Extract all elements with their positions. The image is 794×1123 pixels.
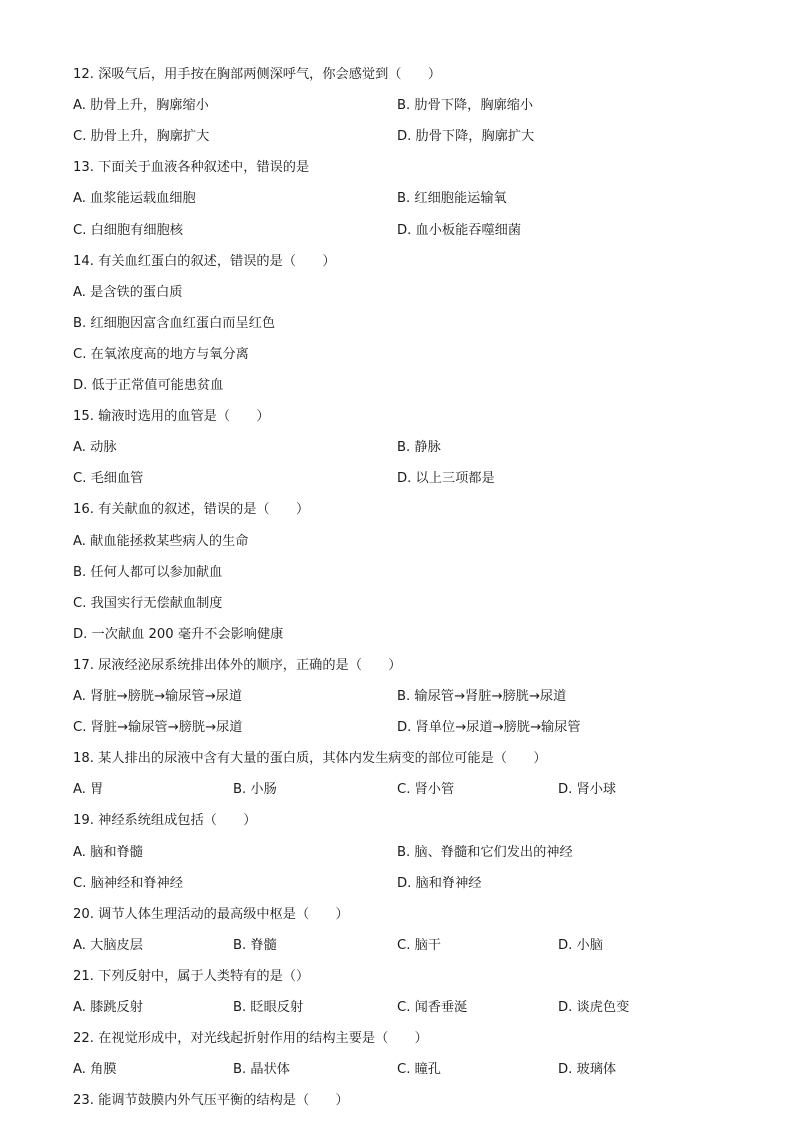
question-text: 21. 下列反射中，属于人类特有的是（）: [73, 968, 310, 984]
option-a: A. 血浆能运载血细胞: [73, 191, 196, 207]
question-text: 17. 尿液经泌尿系统排出体外的顺序，正确的是（ ）: [73, 657, 402, 673]
question-stem: [73, 1028, 753, 1050]
option-c: C. 在氧浓度高的地方与氧分离: [73, 346, 249, 362]
options-row: [73, 686, 753, 708]
question-stem: [73, 655, 753, 677]
option-c: C. 瞳孔: [397, 1062, 441, 1078]
option-c: C. 脑干: [397, 937, 441, 953]
option-c: C. 闻香垂涎: [397, 1000, 468, 1015]
option-d: D. 玻璃体: [558, 1062, 617, 1078]
option-a: A. 献血能拯救某些病人的生命: [73, 533, 249, 549]
question-stem: [73, 810, 753, 832]
option-a: A. 动脉: [73, 440, 117, 456]
option-d: D. 肾小球: [558, 782, 617, 798]
options-row: [73, 935, 753, 957]
option-b: B. 红细胞因富含血红蛋白而呈红色: [73, 315, 276, 331]
option-d: D. 血小板能吞噬细菌: [397, 222, 522, 238]
options-row: [73, 344, 753, 366]
question-text: 16. 有关献血的叙述，错误的是（ ）: [73, 502, 310, 518]
option-a: A. 肋骨上升，胸廓缩小: [73, 98, 209, 114]
option-a: A. 脑和脊髓: [73, 844, 143, 860]
option-b: B. 红细胞能运输氧: [397, 191, 507, 207]
question-stem: [73, 499, 753, 521]
question-stem: [73, 251, 753, 273]
options-row: [73, 531, 753, 553]
options-row: [73, 779, 753, 801]
option-b: B. 小肠: [233, 782, 277, 798]
option-a: A. 大脑皮层: [73, 937, 143, 953]
option-d: D. 以上三项都是: [397, 471, 495, 487]
option-b: B. 晶状体: [233, 1062, 290, 1078]
options-row: [73, 188, 753, 210]
option-a: A. 是含铁的蛋白质: [73, 284, 183, 300]
options-row: [73, 313, 753, 335]
option-d: D. 低于正常值可能患贫血: [73, 378, 224, 393]
question-stem: [73, 904, 753, 926]
question-stem: [73, 406, 753, 428]
option-b: B. 任何人都可以参加献血: [73, 564, 223, 580]
option-b: B. 脊髓: [233, 937, 277, 953]
option-c: C. 我国实行无偿献血制度: [73, 595, 223, 611]
option-d: D. 肾单位→尿道→膀胱→输尿管: [397, 720, 581, 736]
options-row: [73, 95, 753, 117]
option-a: A. 胃: [73, 782, 104, 798]
option-a: A. 肾脏→膀胱→输尿管→尿道: [73, 689, 243, 704]
option-d: D. 肋骨下降，胸廓扩大: [397, 129, 535, 145]
option-c: C. 肾脏→输尿管→膀胱→尿道: [73, 720, 243, 736]
question-text: 14. 有关血红蛋白的叙述，错误的是（ ）: [73, 253, 336, 269]
question-text: 20. 调节人体生理活动的最高级中枢是（ ）: [73, 906, 349, 922]
options-row: [73, 624, 753, 646]
question-text: 19. 神经系统组成包括（ ）: [73, 813, 257, 829]
options-row: [73, 437, 753, 459]
question-stem: [73, 64, 753, 86]
question-stem: [73, 1090, 753, 1112]
options-row: [73, 220, 753, 242]
options-row: [73, 375, 753, 397]
question-stem: [73, 966, 753, 988]
option-a: A. 角膜: [73, 1062, 117, 1078]
options-row: [73, 842, 753, 864]
options-row: [73, 717, 753, 739]
options-row: [73, 126, 753, 148]
option-c: C. 白细胞有细胞核: [73, 222, 183, 238]
options-row: [73, 282, 753, 304]
option-c: C. 肋骨上升，胸廓扩大: [73, 129, 210, 145]
question-text: 15. 输液时选用的血管是（ ）: [73, 409, 270, 425]
question-text: 13. 下面关于血液各种叙述中，错误的是: [73, 160, 310, 176]
option-b: B. 肋骨下降，胸廓缩小: [397, 98, 534, 114]
option-d: D. 谈虎色变: [558, 1000, 630, 1015]
question-text: 22. 在视觉形成中，对光线起折射作用的结构主要是（ ）: [73, 1031, 428, 1047]
option-c: C. 肾小管: [397, 782, 455, 798]
options-row: [73, 1059, 753, 1081]
option-d: D. 一次献血 200 毫升不会影响健康: [73, 626, 284, 642]
question-text: 12. 深吸气后，用手按在胸部两侧深呼气，你会感觉到（ ）: [73, 67, 442, 82]
option-c: C. 毛细血管: [73, 471, 144, 487]
option-c: C. 脑神经和脊神经: [73, 875, 183, 891]
option-b: B. 眨眼反射: [233, 1000, 304, 1015]
options-row: [73, 593, 753, 615]
options-row: [73, 562, 753, 584]
option-b: B. 脑、脊髓和它们发出的神经: [397, 844, 573, 860]
option-d: D. 脑和脊神经: [397, 875, 482, 891]
option-d: D. 小脑: [558, 937, 603, 953]
question-stem: [73, 748, 753, 770]
question-stem: [73, 157, 753, 179]
options-row: [73, 873, 753, 895]
option-b: B. 静脉: [397, 440, 441, 456]
options-row: [73, 997, 753, 1019]
option-a: A. 膝跳反射: [73, 1000, 143, 1015]
question-text: 18. 某人排出的尿液中含有大量的蛋白质，其体内发生病变的部位可能是（ ）: [73, 751, 547, 767]
options-row: [73, 468, 753, 490]
question-text: 23. 能调节鼓膜内外气压平衡的结构是（ ）: [73, 1093, 349, 1109]
option-b: B. 输尿管→肾脏→膀胱→尿道: [397, 689, 567, 704]
